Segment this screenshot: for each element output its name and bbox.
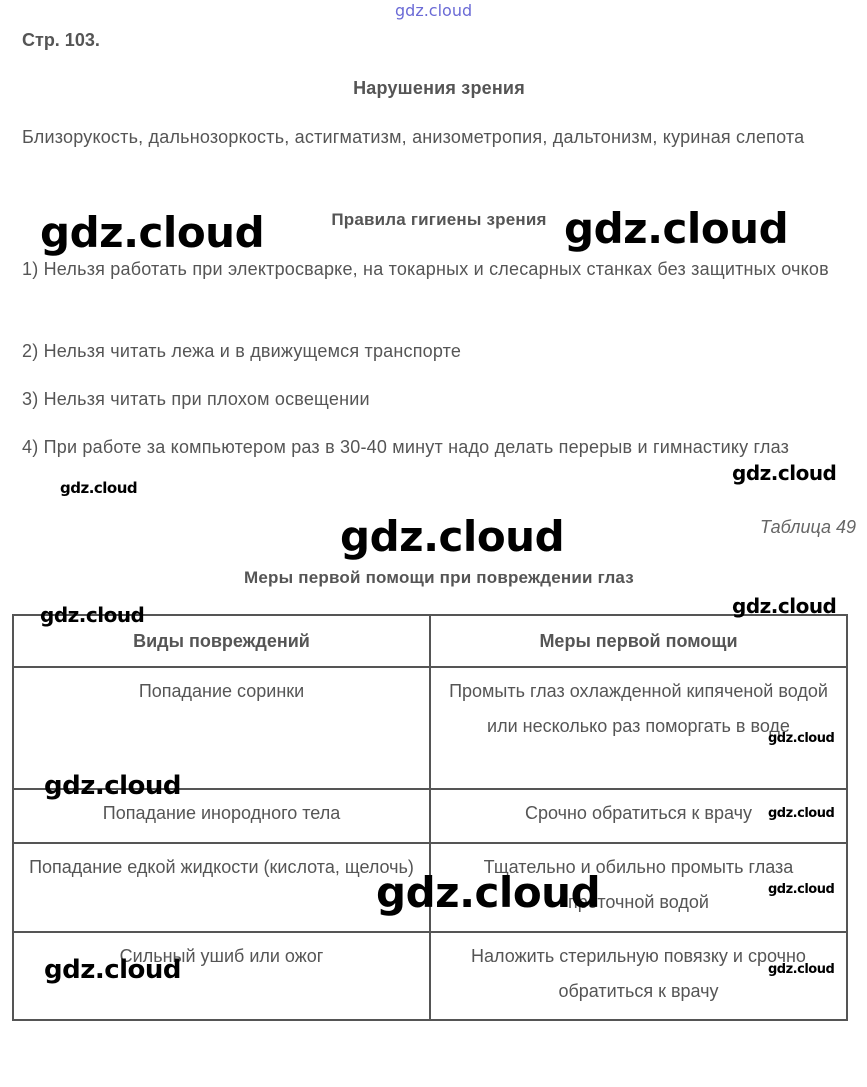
watermark: gdz.cloud bbox=[44, 771, 182, 801]
hygiene-rule-4: 4) При работе за компьютером раз в 30-40 минут надо делать перерыв и гимнастику глаз bbox=[22, 437, 790, 457]
column-header: Виды повреждений bbox=[13, 615, 430, 667]
table-cell: Попадание едкой жидкости (кислота, щелочь) bbox=[13, 843, 430, 932]
watermark: gdz.cloud bbox=[768, 962, 835, 977]
watermark: gdz.cloud bbox=[60, 479, 138, 497]
watermark: gdz.cloud bbox=[768, 882, 835, 897]
table-cell: Наложить стерильную повязку и срочно обратиться к врачу bbox=[430, 932, 847, 1020]
watermark: gdz.cloud bbox=[564, 204, 789, 253]
hygiene-rule-2: 2) Нельзя читать лежа и в движущемся транспорте bbox=[22, 341, 462, 361]
table-cell: Промыть глаз охлажденной кипяченой водой или несколько раз поморгать в воде bbox=[430, 667, 847, 789]
watermark: gdz.cloud bbox=[395, 1, 473, 20]
watermark: gdz.cloud bbox=[340, 512, 565, 561]
watermark: gdz.cloud bbox=[768, 731, 835, 746]
hygiene-rule-3: 3) Нельзя читать при плохом освещении bbox=[22, 389, 370, 409]
table-title: Меры первой помощи при повреждении глаз bbox=[244, 568, 634, 587]
page-number: Стр. 103. bbox=[22, 30, 100, 50]
watermark: gdz.cloud bbox=[732, 461, 837, 485]
table-cell: Попадание соринки bbox=[13, 667, 430, 789]
section-title-eye-hygiene: Правила гигиены зрения bbox=[331, 210, 547, 229]
hygiene-rule-1: 1) Нельзя работать при электросварке, на токарных и слесарных станках без защитных очков bbox=[22, 259, 829, 279]
table-cell: Сильный ушиб или ожог bbox=[13, 932, 430, 1020]
table-cell: Тщательно и обильно промыть глаза проточной водой bbox=[430, 843, 847, 932]
table-cell: Срочно обратиться к врачу bbox=[430, 789, 847, 843]
table-cell: Попадание инородного тела bbox=[13, 789, 430, 843]
section-title-vision-disorders: Нарушения зрения bbox=[353, 78, 525, 98]
column-header: Меры первой помощи bbox=[430, 615, 847, 667]
table-caption: Таблица 49 bbox=[759, 517, 856, 537]
watermark: gdz.cloud bbox=[732, 594, 837, 618]
watermark: gdz.cloud bbox=[44, 955, 182, 985]
watermark: gdz.cloud bbox=[768, 806, 835, 821]
watermark: gdz.cloud bbox=[376, 868, 601, 917]
vision-disorders-text: Близорукость, дальнозоркость, астигматизм, анизометропия, дальтонизм, куриная слепота bbox=[22, 127, 805, 147]
watermark: gdz.cloud bbox=[40, 603, 145, 627]
watermark: gdz.cloud bbox=[40, 208, 265, 257]
